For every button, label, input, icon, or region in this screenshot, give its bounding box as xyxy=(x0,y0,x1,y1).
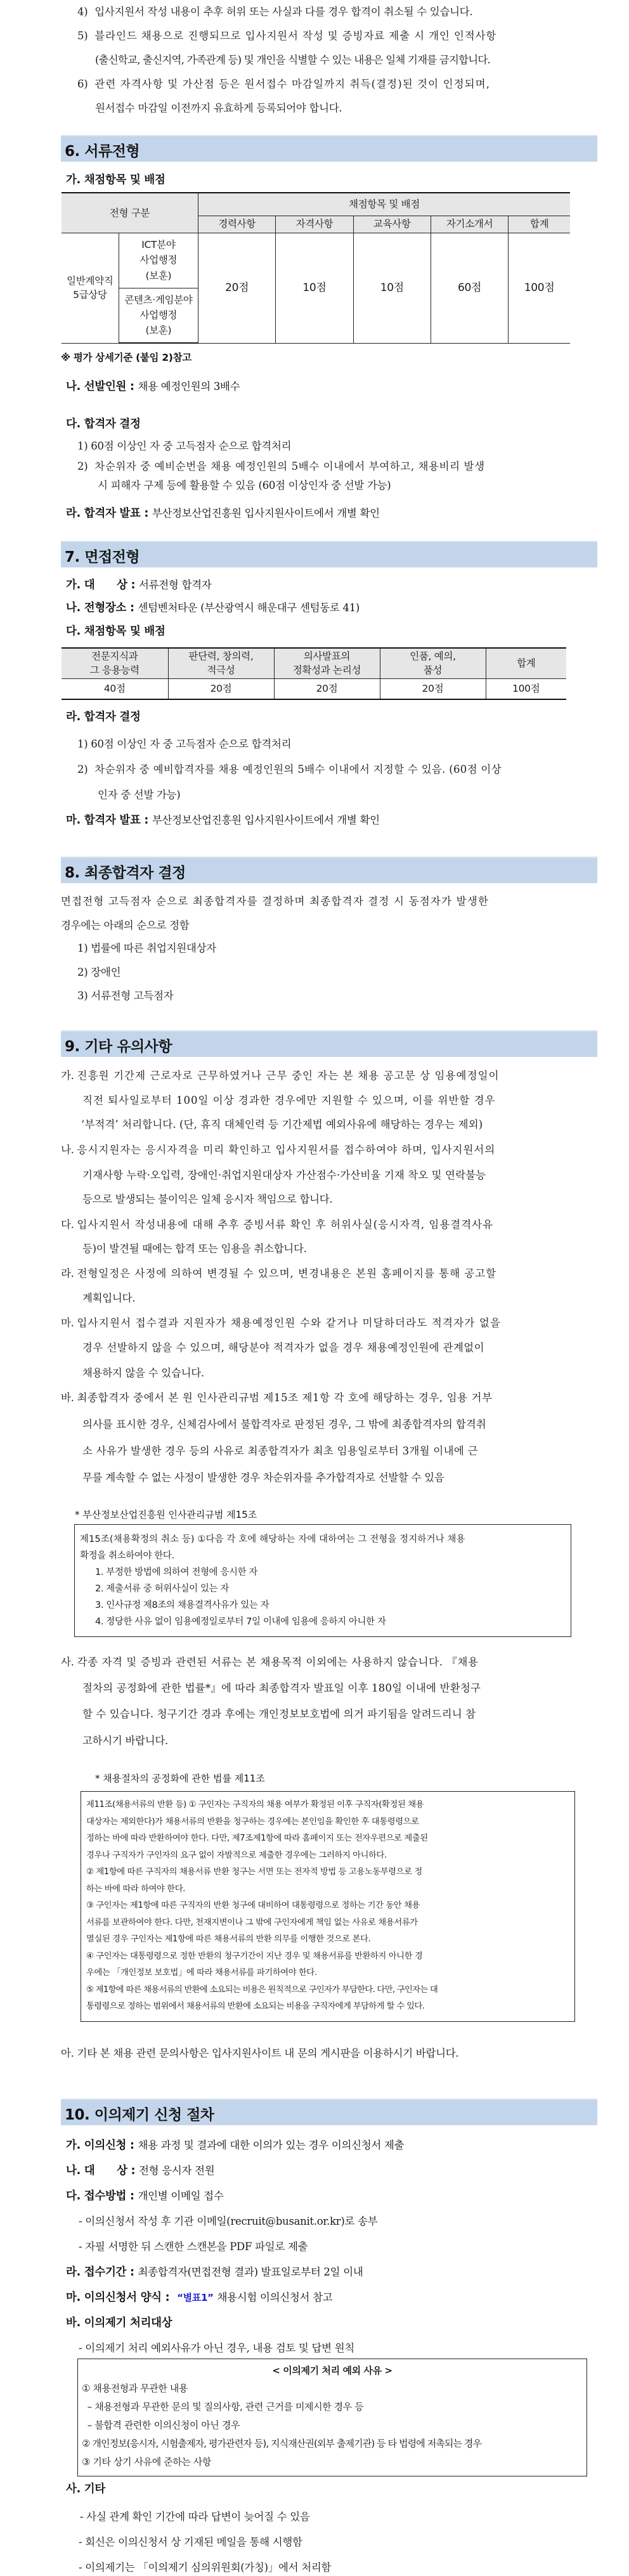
subsection-announcement: 마. 합격자 발표 : 부산정보산업진흥원 입사지원사이트에서 개별 확인 xyxy=(66,814,380,827)
table-cell-score: 20점 xyxy=(168,678,274,699)
rule-caption: * 부산정보산업진흥원 인사관리규범 제15조 xyxy=(75,1509,257,1520)
section-title: 7. 면접전형 xyxy=(65,549,140,566)
notice-item: 라. 전형일정은 사정에 의하여 변경될 수 있으며, 변경내용은 본원 홈페이지를 통해 공고할 xyxy=(61,1267,497,1279)
list-item xyxy=(77,75,490,91)
item-continuation: 계획입니다. xyxy=(82,1292,136,1304)
item-continuation: ‘부적격’ 처리합니다. (단, 휴직 대체인력 등 기간제법 예외사유에 해당하는 경우는 제외) xyxy=(81,1118,483,1130)
item-continuation: 등)이 발견될 때에는 합격 또는 임용을 취소합니다. xyxy=(82,1243,307,1255)
table-cell-score: 10점 xyxy=(353,233,431,343)
table-cell-score: 100점 xyxy=(509,233,570,343)
notice-item: 가. 진흥원 기간제 근로자로 근무하였거나 근무 중인 자는 본 채용 공고문 상 임용예정일이 xyxy=(61,1070,500,1082)
section-header-10 xyxy=(61,2099,597,2125)
table-header: 채점항목 및 배점 xyxy=(198,193,570,216)
table-cell-score: 40점 xyxy=(62,678,168,699)
item-number: 5) xyxy=(77,30,88,42)
item-continuation: 절차의 공정화에 관한 법률*』에 따라 최종합격자 발표일 이후 180일 이내에 반환청구 xyxy=(82,1682,481,1694)
quote-line: ③ 구인자는 제1항에 따른 구직자의 반환 청구에 대비하여 대통령령으로 정하는 기간 동안 채용 xyxy=(86,1901,420,1910)
table-header: 합계 xyxy=(509,216,570,233)
notice-item: 마. 입사지원서 접수결과 지원자가 채용예정인원 수와 같거나 미달하더라도 적격자가 없을 xyxy=(61,1317,502,1329)
quote-line: 서류를 보관하여야 한다. 다만, 천재지변이나 그 밖에 구인자에게 책임 없는 사유로 채용서류가 xyxy=(86,1917,418,1927)
section-title: 8. 최종합격자 결정 xyxy=(65,865,186,881)
subsection-title: 라. 합격자 결정 xyxy=(66,711,141,723)
quote-item: 2. 제출서류 중 허위사실이 있는 자 xyxy=(95,1584,229,1594)
table-cell-label: ICT분야 사업행정 (보훈) xyxy=(119,233,198,288)
bullet-item: - 회신은 이의신청서 상 기재된 메일을 통해 시행함 xyxy=(79,2536,302,2548)
quote-line: 하는 바에 따라 하여야 한다. xyxy=(86,1884,186,1894)
notice-item: 바. 최종합격자 중에서 본 원 인사관리규범 제15조 제1항 각 호에 해당하는 경우, 임용 거부 xyxy=(61,1392,493,1404)
item-continuation: 고하시기 바랍니다. xyxy=(82,1735,169,1747)
bullet-item: - 자필 서명한 뒤 스캔한 스캔본을 PDF 파일로 제출 xyxy=(79,2241,308,2253)
item-continuation: (출신학교, 출신지역, 가족관계 등) 및 개인을 식별할 수 있는 내용은 일체 기재를 금지합니다. xyxy=(95,54,490,66)
quote-item: 3. 인사규정 제8조의 채용결격사유가 있는 자 xyxy=(95,1600,269,1610)
exception-box-title: < 이의제기 처리 예외 사유 > xyxy=(272,2365,392,2376)
bullet-item: - 사실 관계 확인 기간에 따라 답변이 늦어질 수 있음 xyxy=(80,2511,310,2523)
table-cell-score: 20점 xyxy=(198,233,276,343)
paragraph: 면접전형 고득점자 순으로 최종합격자를 결정하며 최종합격자 결정 시 동점자가 발생한 xyxy=(61,895,490,907)
table-header: 자기소개서 xyxy=(431,216,508,233)
interview-score-table xyxy=(62,647,566,700)
item-continuation: 시 피해자 구제 등에 활용할 수 있음 (60점 이상인자 중 선발 가능) xyxy=(98,479,391,491)
notice-item: 나. 응시지원자는 응시자격을 미리 확인하고 입사지원서를 접수하여야 하며, 입사지원서의 xyxy=(61,1144,496,1156)
quote-item: 4. 정당한 사유 없이 임용예정일로부터 7일 이내에 임용에 응하지 아니한 자 xyxy=(95,1617,386,1627)
quote-line: 정하는 바에 따라 반환하여야 한다. 다만, 제7조제1항에 따라 홈페이지 또는 전자우편으로 제출된 xyxy=(86,1834,428,1843)
table-cell-group: 일반계약직 5급상당 xyxy=(62,233,119,343)
table-header: 판단력, 창의력, 적극성 xyxy=(168,648,274,678)
subsection-venue: 나. 전형장소 : 센텀벤처타운 (부산광역시 해운대구 센텀동로 41) xyxy=(66,602,360,614)
form-reference-link[interactable]: “별표1” xyxy=(177,2292,214,2303)
quote-line: 제15조(채용확정의 취소 등) ①다음 각 호에 해당하는 자에 대하여는 그 전형을 정지하거나 채용 xyxy=(80,1534,465,1544)
table-row xyxy=(62,678,566,699)
subsection-objection: 가. 이의신청 : 채용 과정 및 결과에 대한 이의가 있는 경우 이의신청서 제출 xyxy=(66,2139,405,2152)
table-header: 전문지식과 그 응용능력 xyxy=(62,648,168,678)
table-header: 인품, 예의, 품성 xyxy=(380,648,486,678)
item-continuation: 할 수 있습니다. 청구기간 경과 후에는 개인정보보호법에 의거 파기됨을 알려드리니 참 xyxy=(82,1708,476,1720)
item-text: 관련 자격사항 및 가산점 등은 원서접수 마감일까지 취득(결정)된 것이 인정되며, xyxy=(94,78,491,90)
item-text: 블라인드 채용으로 진행되므로 입사지원서 작성 및 증빙자료 제출 시 개인 인적사항 xyxy=(94,30,497,42)
exception-item: ③ 기타 상기 사유에 준하는 사항 xyxy=(82,2456,211,2468)
table-cell-score: 20점 xyxy=(274,678,380,699)
table-header: 자격사항 xyxy=(276,216,353,233)
table-cell-score: 20점 xyxy=(380,678,486,699)
item-text: 입사지원서 작성 내용이 추후 허위 또는 사실과 다를 경우 합격이 취소될 수 있습니다. xyxy=(94,6,473,18)
list-item xyxy=(77,3,472,18)
rule15-quote-box xyxy=(74,1524,571,1637)
table-header: 교육사항 xyxy=(353,216,431,233)
bullet-item: - 이의제기는 「이의제기 심의위원회(가칭)」에서 처리함 xyxy=(79,2561,332,2573)
quote-line: 멸실된 경우 구인자는 제1항에 따른 채용서류의 반환 의무를 이행한 것으로 본다. xyxy=(86,1934,371,1944)
subsection-target: 가. 대 상 : 서류전형 합격자 xyxy=(66,579,212,592)
notice-item: 아. 기타 본 채용 관련 문의사항은 입사지원사이트 내 문의 게시판을 이용하시기 바랍니다. xyxy=(61,2047,459,2059)
subsection-announcement: 라. 합격자 발표 : 부산정보산업진흥원 입사지원사이트에서 개별 확인 xyxy=(66,507,380,520)
table-header: 경력사항 xyxy=(198,216,276,233)
objection-exception-box xyxy=(77,2359,587,2476)
list-item: 2) 장애인 xyxy=(77,966,121,978)
table-cell-label: 콘텐츠·게임분야 사업행정 (보훈) xyxy=(119,288,198,343)
section-header-7 xyxy=(61,541,597,567)
section-header-8 xyxy=(61,857,597,883)
quote-line: ④ 구인자는 대통령령으로 정한 반환의 청구기간이 지난 경우 및 채용서류를 반환하지 아니한 경 xyxy=(86,1951,423,1961)
item-continuation: 무를 계속할 수 없는 사정이 발생한 경우 차순위자를 추가합격자로 선발할 수 있음 xyxy=(82,1472,444,1484)
section-title: 6. 서류전형 xyxy=(65,143,140,160)
list-item: 3) 서류전형 고득점자 xyxy=(77,990,174,1002)
subsection-title: 다. 채점항목 및 배점 xyxy=(66,625,165,638)
quote-item: 1. 부정한 방법에 의하여 전형에 응시한 자 xyxy=(95,1567,257,1577)
subsection-form: 마. 이의신청서 양식 : “별표1” 채용시험 이의신청서 참고 xyxy=(66,2291,333,2304)
quote-line: 통령령으로 정하는 범위에서 채용서류의 반환에 소요되는 비용을 구직자에게 부담하게 할 수 있다. xyxy=(86,2002,425,2011)
subsection-title: 가. 채점항목 및 배점 xyxy=(66,174,165,186)
subsection-period: 라. 접수기간 : 최종합격자(면접전형 결과) 발표일로부터 2일 이내 xyxy=(66,2266,363,2279)
table-header: 의사발표의 정확성과 논리성 xyxy=(274,648,380,678)
quote-line: 대상자는 제외한다)가 채용서류의 반환을 청구하는 경우에는 본인임을 확인한 후 대통령령으로 xyxy=(86,1816,419,1827)
item-continuation: 등으로 발생되는 불이익은 일체 응시자 책임으로 합니다. xyxy=(82,1193,333,1205)
evaluation-note: ※ 평가 상세기준 (붙임 2)참고 xyxy=(61,352,191,363)
subsection-selection-count: 나. 선발인원 : 채용 예정인원의 3배수 xyxy=(66,380,240,393)
table-cell-score: 100점 xyxy=(486,678,566,699)
table-header: 합계 xyxy=(486,648,566,678)
subsection-method: 다. 접수방법 : 개인별 이메일 접수 xyxy=(66,2190,224,2203)
list-item: 1) 60점 이상인 자 중 고득점자 순으로 합격처리 xyxy=(77,738,292,750)
subsection-title: 다. 합격자 결정 xyxy=(66,418,141,430)
quote-line: 우에는 「개인정보 보호법」에 따라 채용서류를 파기하여야 한다. xyxy=(86,1968,317,1977)
item-continuation: 직전 퇴사일로부터 100일 이상 경과한 경우에만 지원할 수 있으며, 이를 위반할 경우 xyxy=(82,1094,496,1106)
item-number: 4) xyxy=(77,6,88,18)
table-row xyxy=(62,233,570,288)
list-item: 2) 차순위자 중 예비합격자를 채용 예정인원의 5배수 이내에서 지정할 수 있음. (60점 이상 xyxy=(77,763,502,775)
section-header-9 xyxy=(61,1030,597,1057)
table-cell-score: 60점 xyxy=(431,233,508,343)
quote-line: 경우나 구직자가 구인자의 요구 없이 자발적으로 제출한 경우에는 그러하지 아니하다. xyxy=(86,1850,387,1860)
notice-item: 다. 입사지원서 작성내용에 대해 추후 증빙서류 확인 후 허위사실(응시자격, 임용결격사유 xyxy=(61,1219,494,1231)
quote-line: ⑤ 제1항에 따른 채용서류의 반환에 소요되는 비용은 원칙적으로 구인자가 부담한다. 다만, 구인자는 대 xyxy=(86,1984,438,1995)
paragraph: 경우에는 아래의 순으로 정함 xyxy=(61,919,190,931)
notice-item: 사. 각종 자격 및 증빙과 관련된 서류는 본 채용목적 이외에는 사용하지 않습니다. 『채용 xyxy=(61,1656,479,1668)
exception-item: – 불합격 관련한 이의신청이 아닌 경우 xyxy=(82,2419,240,2431)
subsection-title: 사. 기타 xyxy=(66,2483,105,2495)
bullet-item: - 이의신청서 작성 후 기관 이메일(recruit@busanit.or.kr)로 송부 xyxy=(79,2215,378,2227)
item-continuation: 의사를 표시한 경우, 신체검사에서 불합격자로 판정된 경우, 그 밖에 최종합격자의 합격취 xyxy=(82,1418,486,1430)
law-caption: * 채용절차의 공정화에 관한 법률 제11조 xyxy=(95,1773,265,1784)
item-continuation: 경우 선발하지 않을 수 있으며, 해당분야 적격자가 없을 경우 채용예정인원에 관계없이 xyxy=(82,1342,484,1354)
table-header: 전형 구분 xyxy=(62,193,198,233)
exception-item: ① 채용전형과 무관한 내용 xyxy=(82,2383,188,2394)
exception-item: – 채용전형과 무관한 문의 및 질의사항, 관련 근거를 미제시한 경우 등 xyxy=(82,2401,364,2412)
document-screening-score-table xyxy=(62,192,570,344)
list-item: 1) 60점 이상인 자 중 고득점자 순으로 합격처리 xyxy=(77,440,292,452)
item-continuation: 기재사항 누락·오입력, 장애인·취업지원대상자 가산점수·가산비율 기재 착오 및 연락불능 xyxy=(82,1169,486,1181)
item-number: 6) xyxy=(77,78,88,90)
exception-item: ② 개인정보(응시자, 시험출제자, 평가관련자 등), 지식재산권(외부 출제기관) 등 타 법령에 저촉되는 경우 xyxy=(82,2438,482,2449)
section-header-6 xyxy=(61,135,597,162)
law11-quote-box xyxy=(81,1791,575,2022)
subsection-target: 나. 대 상 : 전형 응시자 전원 xyxy=(66,2165,215,2177)
section-title: 9. 기타 유의사항 xyxy=(65,1039,172,1055)
item-continuation: 원서접수 마감일 이전까지 유효하게 등록되어야 합니다. xyxy=(95,102,342,114)
quote-line: 제11조(채용서류의 반환 등) ① 구인자는 구직자의 채용 여부가 확정된 이후 구직자(확정된 채용 xyxy=(86,1800,424,1809)
item-continuation: 소 사유가 발생한 경우 등의 사유로 최종합격자가 최초 임용일로부터 3개월 이내에 근 xyxy=(82,1445,478,1457)
list-item: 2) 차순위자 중 예비순번을 채용 예정인원의 5배수 이내에서 부여하고, 채용비리 발생 xyxy=(77,460,485,472)
quote-line: 확정을 취소하여야 한다. xyxy=(80,1551,174,1561)
item-continuation: 인자 중 선발 가능) xyxy=(98,789,181,801)
table-cell-score: 10점 xyxy=(276,233,353,343)
list-item xyxy=(77,27,496,42)
list-item: 1) 법률에 따른 취업지원대상자 xyxy=(77,942,216,954)
bullet-item: - 이의제기 처리 예외사유가 아닌 경우, 내용 검토 및 답변 원칙 xyxy=(79,2342,355,2354)
subsection-title: 바. 이의제기 처리대상 xyxy=(66,2317,172,2329)
section-title: 10. 이의제기 신청 절차 xyxy=(65,2107,214,2123)
quote-line: ② 제1항에 따른 구직자의 채용서류 반환 청구는 서면 또는 전자적 방법 등 고용노동부령으로 정 xyxy=(86,1867,422,1877)
item-continuation: 채용하지 않을 수 있습니다. xyxy=(82,1367,204,1379)
